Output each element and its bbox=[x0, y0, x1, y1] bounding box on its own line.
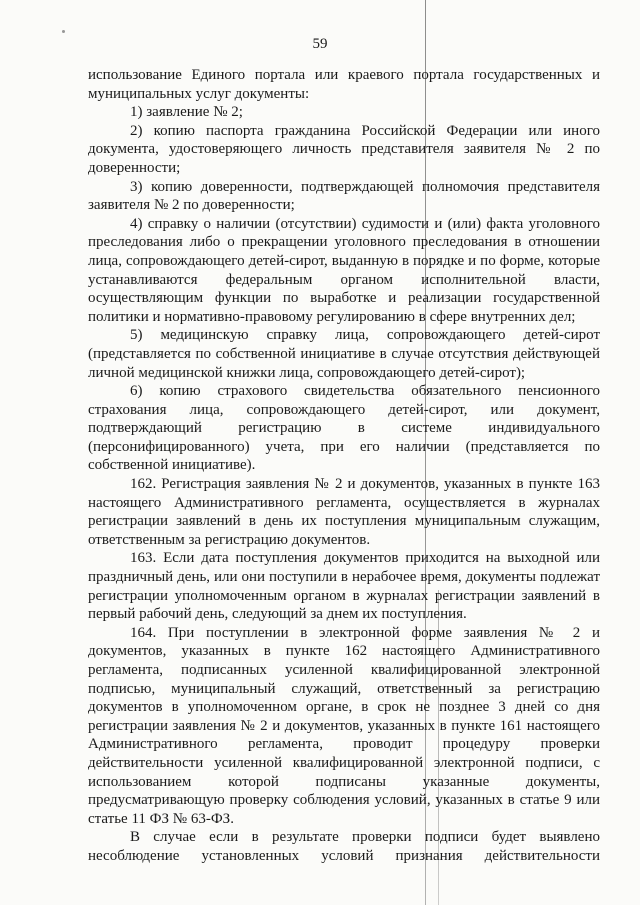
paragraph: 163. Если дата поступления документов приходится на выходной или праздничный день, или они поступили в нерабочее время, документы подлежат регистрации уполномоченным органом в журналах регистрации заявлений в первый рабочий день, следующий за днем их поступления. bbox=[88, 550, 600, 623]
paragraph: 6) копию страхового свидетельства обязательного пенсионного страхования лица, сопровождающего детей-сирот, или документ, подтверждающий регистрацию в системе индивидуального (персонифицированного) учета, при его наличии (представляется по собственной инициативе). bbox=[88, 383, 600, 474]
paragraph: 5) медицинскую справку лица, сопровождающего детей-сирот (представляется по собственной инициативе в случае отсутствия действующей личной медицинской книжки лица, сопровождающего детей-сирот); bbox=[88, 327, 600, 381]
paragraph: 4) справку о наличии (отсутствии) судимости и (или) факта уголовного преследования либо о прекращении уголовного преследования в отношении лица, сопровождающего детей-сирот, выданную в порядке и по форме, которые устанавливаются федеральным органом исполнительной власти, осуществляющим функции по выработке и реализации государственной политики и нормативно-правовому регулированию в сфере внутренних дел; bbox=[88, 215, 600, 325]
paragraph: использование Единого портала или краевого портала государственных и муниципальных услуг документы: bbox=[88, 67, 600, 102]
paragraph: 162. Регистрация заявления № 2 и документов, указанных в пункте 163 настоящего Административного регламента, осуществляется в журналах регистрации заявлений в день их поступления муниципальным служащим, ответственным за регистрацию документов. bbox=[88, 476, 600, 548]
paragraph: В случае если в результате проверки подписи будет выявлено несоблюдение установленных условий признания действительности bbox=[88, 829, 600, 864]
page-number: 59 bbox=[312, 36, 328, 52]
paragraph: 164. При поступлении в электронной форме заявления № 2 и документов, указанных в пункте 162 настоящего Административного регламента, подписанных усиленной квалифицированной электронной подписью, муниципальный служащий, ответственный за регистрацию документов в уполномоченном органе, в срок не позднее 3 дней со дня регистрации заявления № 2 и документов, указанных в пункте 161 настоящего Административного регламента, проводит процедуру проверки действительности усиленной квалифицированной электронной подписи, с использованием которой подписаны указанные документы, предусматривающую проверку соблюдения условий, указанных в статье 9 или статье 11 ФЗ № 63-ФЗ. bbox=[88, 624, 600, 827]
paragraph: 2) копию паспорта гражданина Российской Федерации или иного документа, удостоверяющего личность представителя заявителя № 2 по доверенности; bbox=[88, 122, 600, 176]
document-body bbox=[88, 66, 600, 866]
paragraph: 1) заявление № 2; bbox=[130, 104, 243, 121]
paragraph: 3) копию доверенности, подтверждающей полномочия представителя заявителя № 2 по доверенности; bbox=[88, 178, 600, 214]
scan-speck bbox=[62, 30, 65, 33]
